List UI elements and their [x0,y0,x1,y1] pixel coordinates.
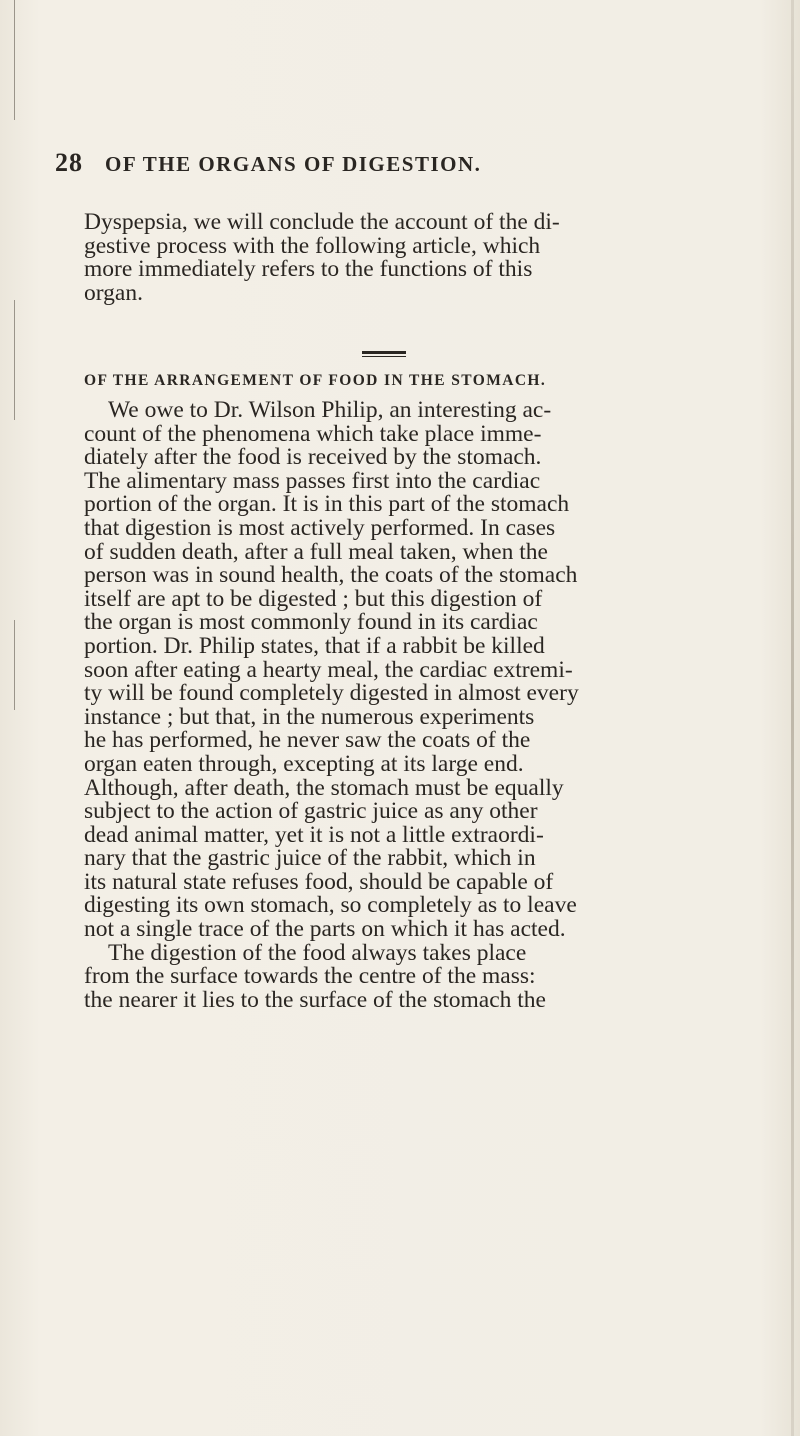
text-line: diately after the food is received by the stomach. [84,444,542,471]
page-edge-mark [14,300,15,420]
text-line: itself are apt to be digested ; but this digestion of [84,585,543,612]
page-header [55,148,755,182]
text-line: The digestion of the food always takes place [108,939,527,966]
section-divider [362,351,406,354]
text-line: the nearer it lies to the surface of the stomach the [84,986,546,1013]
text-line: Dyspepsia, we will conclude the account of the di- [84,209,560,235]
section-heading: OF THE ARRANGEMENT OF FOOD IN THE STOMACH. [84,372,547,389]
text-line: instance ; but that, in the numerous experiments [84,703,535,730]
text-line: soon after eating a hearty meal, the cardiac extremi- [84,656,573,683]
text-line: portion. Dr. Philip states, that if a rabbit be killed [84,632,545,659]
intro-paragraph [84,211,774,305]
text-line: more immediately refers to the functions of this [84,256,533,283]
text-line: person was in sound health, the coats of the stomach [84,562,578,589]
text-line: that digestion is most actively performed. In cases [84,514,556,541]
text-line: ty will be found completely digested in almost every [84,680,579,707]
text-line: the organ is most commonly found in its cardiac [84,609,538,636]
text-line: he has performed, he never saw the coats of the [84,727,531,754]
text-line: Although, after death, the stomach must be equally [84,774,564,801]
page-edge-mark [14,620,15,710]
text-line: digesting its own stomach, so completely as to leave [84,892,577,919]
text-line: organ. [84,279,143,306]
text-line: its natural state refuses food, should be capable of [84,868,554,895]
text-line: of sudden death, after a full meal taken, when the [84,538,548,565]
text-line: not a single trace of the parts on which it has acted. [84,916,566,943]
section-body [84,399,774,1012]
text-line: subject to the action of gastric juice as any other [84,798,538,825]
page-edge-mark [14,0,15,120]
text-line: gestive process with the following article, which [84,232,541,259]
page-number: 28 [55,148,83,177]
text-line: count of the phenomena which take place imme- [84,420,542,447]
text-line: dead animal matter, yet it is not a little extraordi- [84,821,544,848]
text-line: We owe to Dr. Wilson Philip, an interesting ac- [108,397,552,423]
text-line: from the surface towards the centre of the mass: [84,963,536,990]
text-line: nary that the gastric juice of the rabbit, which in [84,845,536,872]
section-divider [362,356,406,357]
running-head: OF THE ORGANS OF DIGESTION. [105,152,482,176]
text-line: portion of the organ. It is in this part of the stomach [84,491,570,518]
text-line: organ eaten through, excepting at its large end. [84,750,524,777]
page-binding-edge [791,0,794,1436]
text-line: The alimentary mass passes first into the cardiac [84,467,541,494]
